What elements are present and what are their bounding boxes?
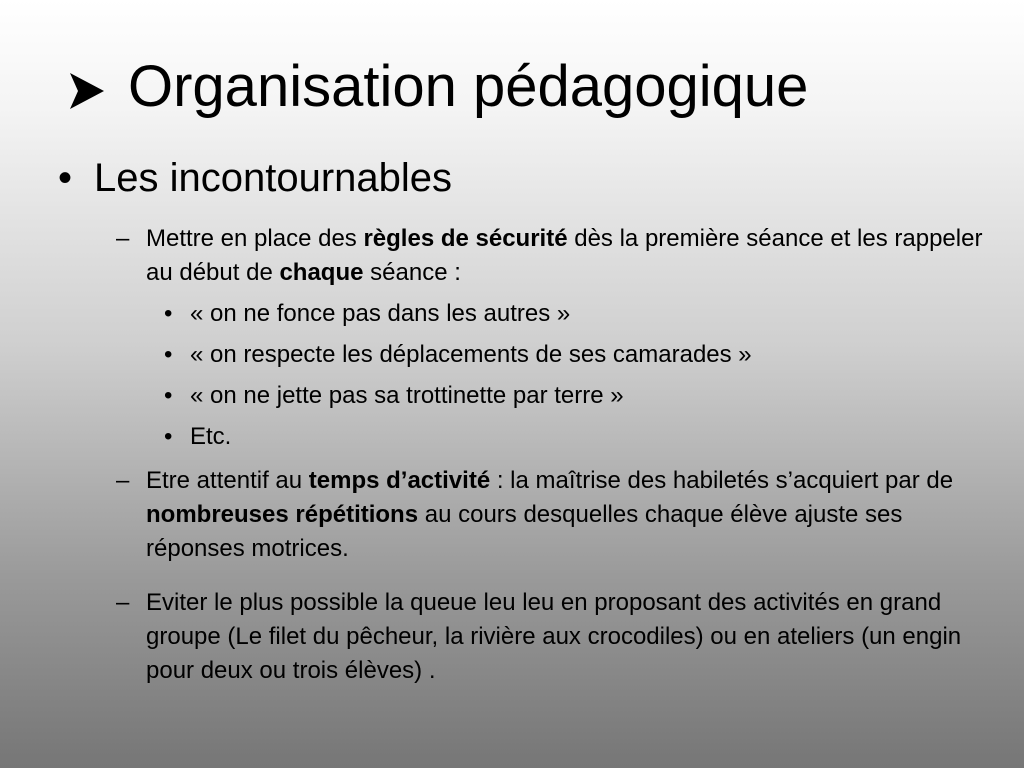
sub-item (164, 420, 231, 454)
sub-item-text: « on respecte les déplacements de ses camarades » (190, 341, 752, 368)
bullet-icon: • (58, 156, 73, 200)
text-run: dès la première séance et les rappeler au début de (146, 225, 983, 286)
bullet-icon: • (164, 341, 173, 368)
dash-icon: – (116, 467, 130, 494)
level1-text: Les incontournables (94, 156, 453, 200)
text-run: Mettre en place des (146, 225, 364, 252)
title-text: Organisation pédagogique (128, 54, 809, 119)
sub-item-text: « on ne jette pas sa trottinette par terre » (190, 382, 624, 409)
sub-item (164, 297, 570, 331)
dash-icon: – (116, 225, 130, 252)
bold-run: temps d’activité (308, 467, 491, 494)
activity-time-item (116, 464, 996, 566)
queue-item-text: Eviter le plus possible la queue leu leu en proposant des activités en grand groupe (Le filet du pêcheur, la rivière aux crocodiles) ou en ateliers (un engin pour deux ou trois élèves) . (146, 589, 962, 684)
rule-item (116, 222, 996, 290)
sub-item-text: « on ne fonce pas dans les autres » (190, 300, 571, 327)
slide-title (66, 52, 808, 122)
text-run: Etre attentif au (146, 467, 309, 494)
sub-item-text: Etc. (190, 423, 232, 450)
bullet-icon: • (164, 300, 173, 327)
bullet-icon: • (164, 423, 173, 450)
text-run: au cours desquelles chaque élève ajuste ses réponses motrices. (146, 501, 903, 562)
sub-item (164, 338, 752, 372)
dash-icon: – (116, 589, 130, 616)
sub-item (164, 379, 624, 413)
bold-run: règles de sécurité (363, 225, 568, 252)
queue-item (116, 586, 996, 688)
rule-item-text (146, 222, 996, 290)
level1-bullet (58, 154, 452, 202)
arrow-bullet-icon (66, 52, 128, 122)
bold-run: nombreuses répétitions (146, 501, 419, 528)
bold-run: chaque (279, 259, 364, 286)
activity-time-text (146, 464, 996, 566)
text-run: : la maîtrise des habiletés s’acquiert par de (490, 467, 954, 494)
text-run: séance : (363, 259, 461, 286)
bullet-icon: • (164, 382, 173, 409)
